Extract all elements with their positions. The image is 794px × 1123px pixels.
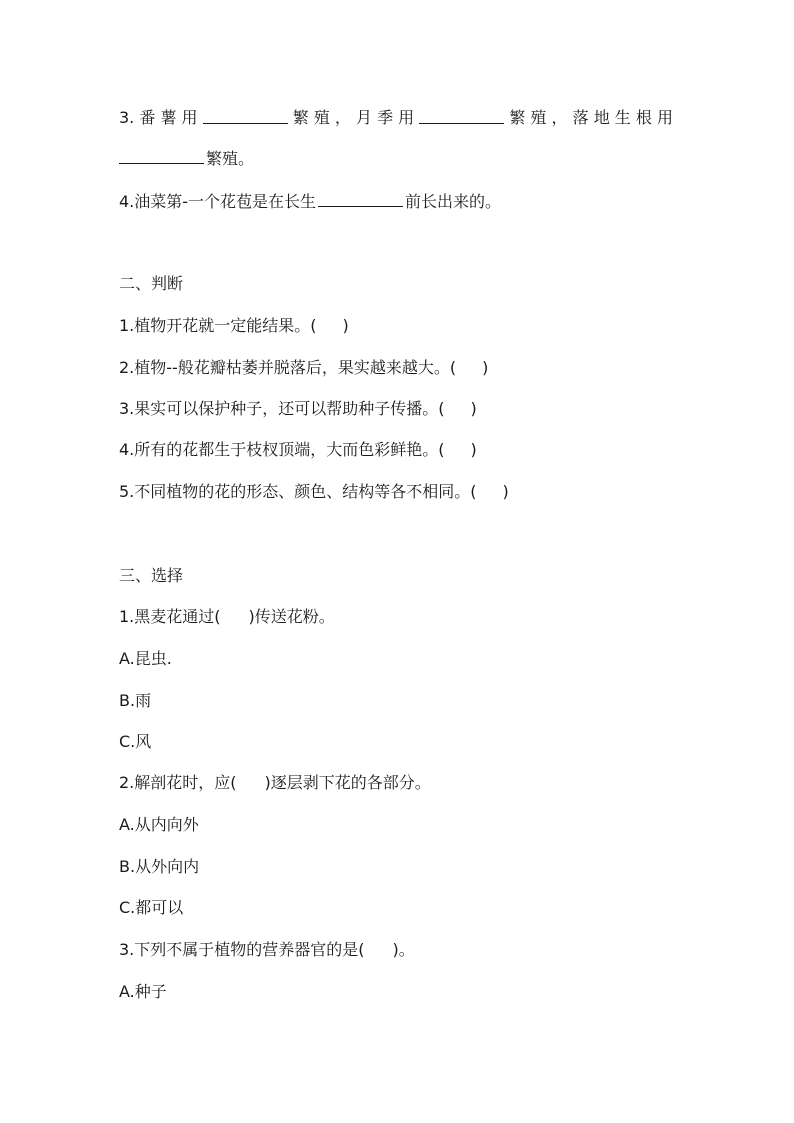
choice-option[interactable]: C.都可以: [119, 898, 184, 917]
judge-item-text: 2.植物--般花瓣枯萎并脱落后，果实越来越大。: [119, 358, 450, 377]
choice-question: [119, 772, 431, 794]
fill-q3-text-2: 繁 殖 ， 月 季 用: [292, 108, 415, 127]
judge-item-text: 5.不同植物的花的形态、颜色、结构等各不相同。: [119, 482, 471, 501]
section-heading-choice: 三、选择: [119, 566, 184, 585]
fill-q4-text-2: 前长出来的。: [405, 192, 502, 211]
fill-question-3: [119, 107, 673, 129]
judge-item: [119, 357, 488, 379]
answer-parentheses[interactable]: [221, 606, 249, 628]
answer-blank[interactable]: [419, 107, 504, 124]
judge-item: [119, 315, 349, 337]
judge-item: [119, 398, 477, 420]
choice-question: [119, 606, 335, 628]
choice-question-text: )逐层剥下花的各部分。: [264, 773, 431, 792]
section-heading-judge: 二、判断: [119, 274, 184, 293]
answer-parentheses[interactable]: ( ): [470, 482, 509, 501]
answer-blank[interactable]: [203, 107, 288, 124]
choice-question-text: 1.黑麦花通过(: [119, 607, 221, 626]
fill-q3-text-3: 繁 殖 ， 落 地 生 根 用: [509, 108, 673, 127]
choice-option[interactable]: A.种子: [119, 982, 167, 1001]
fill-question-4: [119, 190, 501, 213]
judge-item-text: 4.所有的花都生于枝杈顶端，大而色彩鲜艳。: [119, 440, 439, 459]
choice-option[interactable]: A.从内向外: [119, 815, 199, 834]
fill-q3-text-1: 3. 番 薯 用: [119, 108, 198, 127]
judge-item: [119, 439, 477, 461]
answer-parentheses[interactable]: ( ): [438, 399, 477, 418]
choice-question-text: )。: [392, 940, 415, 959]
answer-blank[interactable]: [318, 190, 403, 207]
judge-item: [119, 481, 509, 503]
choice-option[interactable]: B.雨: [119, 691, 152, 710]
judge-item-text: 3.果实可以保护种子，还可以帮助种子传播。: [119, 399, 439, 418]
answer-parentheses[interactable]: ( ): [449, 358, 489, 377]
fill-question-3-continued: [119, 147, 254, 170]
answer-parentheses[interactable]: [365, 939, 393, 961]
choice-question-text: 2.解剖花时，应(: [119, 773, 237, 792]
answer-parentheses[interactable]: ( ): [310, 316, 349, 335]
answer-parentheses[interactable]: ( ): [438, 440, 477, 459]
choice-question-text: )传送花粉。: [248, 607, 335, 626]
judge-item-text: 1.植物开花就一定能结果。: [119, 316, 311, 335]
choice-option[interactable]: C.风: [119, 732, 152, 751]
choice-option[interactable]: B.从外向内: [119, 857, 200, 876]
choice-option[interactable]: A.昆虫.: [119, 649, 172, 668]
choice-question-text: 3.下列不属于植物的营养器官的是(: [119, 940, 365, 959]
answer-parentheses[interactable]: [237, 772, 265, 794]
choice-question: [119, 939, 415, 961]
fill-q3-text-4: 繁殖。: [206, 149, 255, 168]
fill-q4-text-1: 4.油菜第-一个花苞是在长生: [119, 192, 317, 211]
answer-blank[interactable]: [119, 147, 204, 164]
